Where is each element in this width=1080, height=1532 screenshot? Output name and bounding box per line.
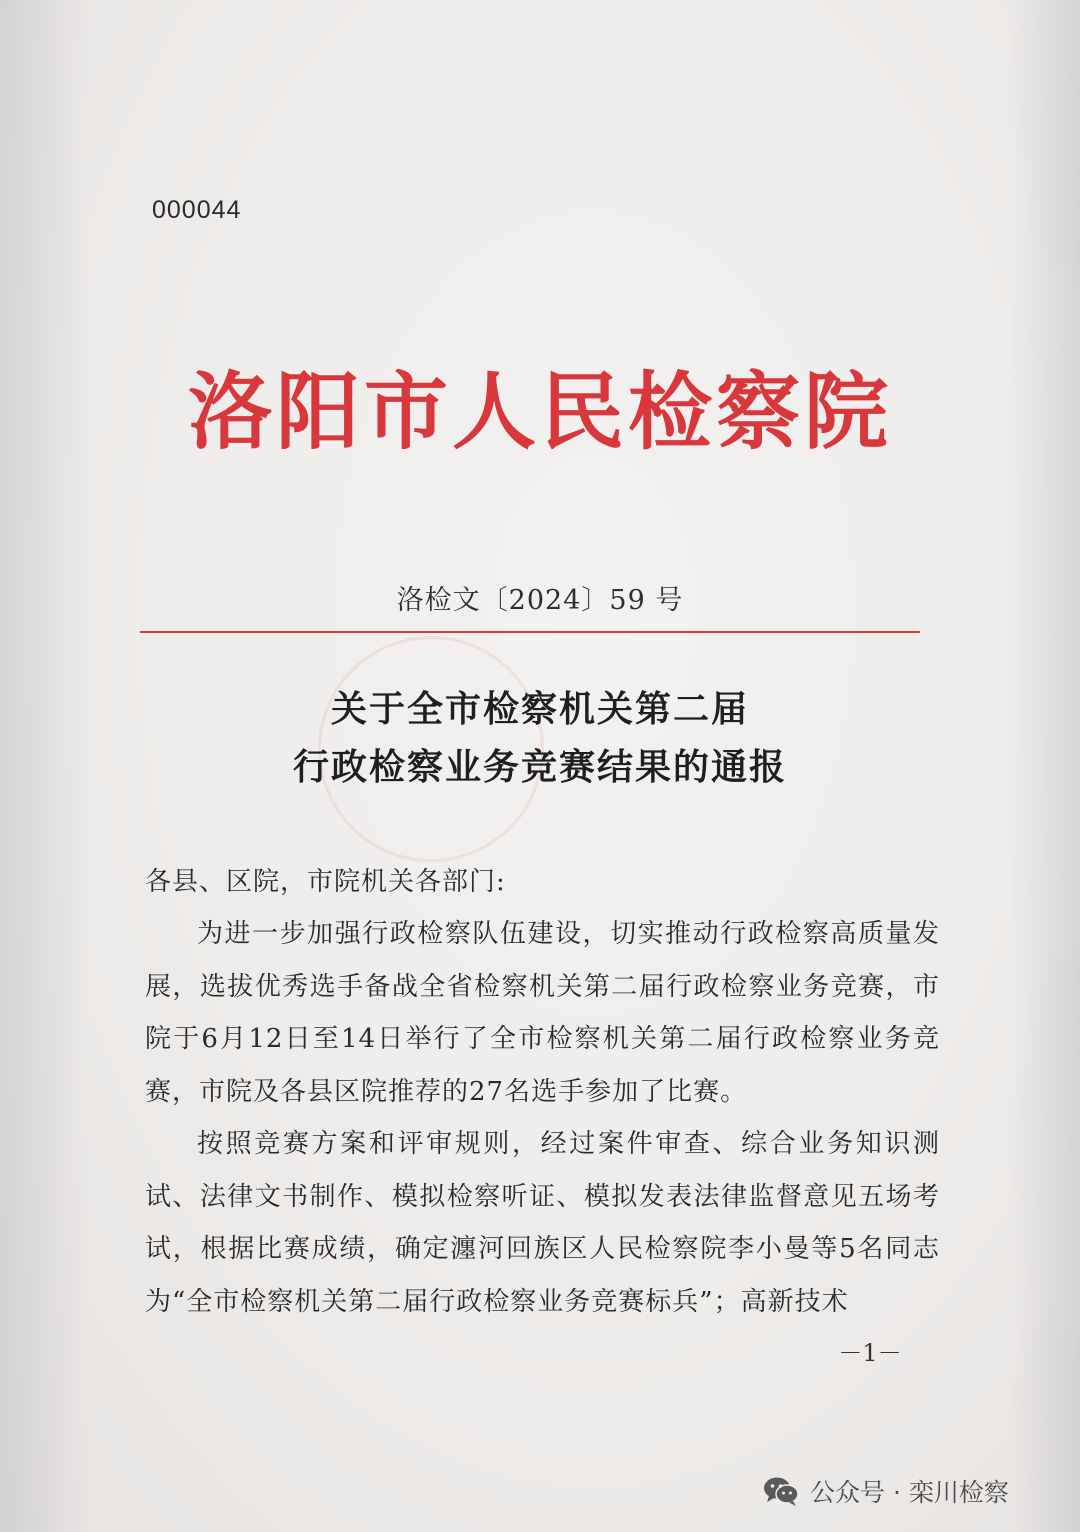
issuer-header: 洛阳市人民检察院 — [187, 362, 892, 461]
salutation: 各县、区院，市院机关各部门: — [145, 867, 506, 897]
paragraph-1: 为进一步加强行政检察队伍建设，切实推动行政检察高质量发展，选拔优秀选手备战全省检察机关第二届行政检察业务竞赛，市院于6月12日至14日举行了全市检察机关第二届行政检察业务竞赛，市院及各县区院推荐的27名选手参加了比赛。 — [145, 919, 940, 1107]
title-line-1: 关于全市检察机关第二届 — [330, 688, 749, 730]
document-body — [145, 856, 940, 1328]
paragraph-2: 按照竞赛方案和评审规则，经过案件审查、综合业务知识测试、法律文书制作、模拟检察听证、模拟发表法律监督意见五场考试，根据比赛成绩，确定瀍河回族区人民检察院李小曼等5名同志为“全市检察机关第二届行政检察业务竞赛标兵”；高新技术 — [145, 1129, 940, 1317]
wechat-watermark — [762, 1471, 1009, 1511]
wechat-icon — [762, 1475, 800, 1507]
red-divider-line — [140, 631, 920, 633]
page-shadow-left — [0, 0, 90, 1532]
document-title — [140, 680, 940, 796]
document-number: 洛检文〔2024〕59 号 — [396, 585, 684, 616]
watermark-text: 公众号 · 栾川检察 — [810, 1478, 1009, 1507]
title-line-2: 行政检察业务竞赛结果的通报 — [292, 746, 787, 788]
document-serial: 000044 — [152, 196, 242, 224]
page-shadow-right — [1010, 0, 1080, 1532]
page-number: －1－ — [838, 1339, 902, 1367]
